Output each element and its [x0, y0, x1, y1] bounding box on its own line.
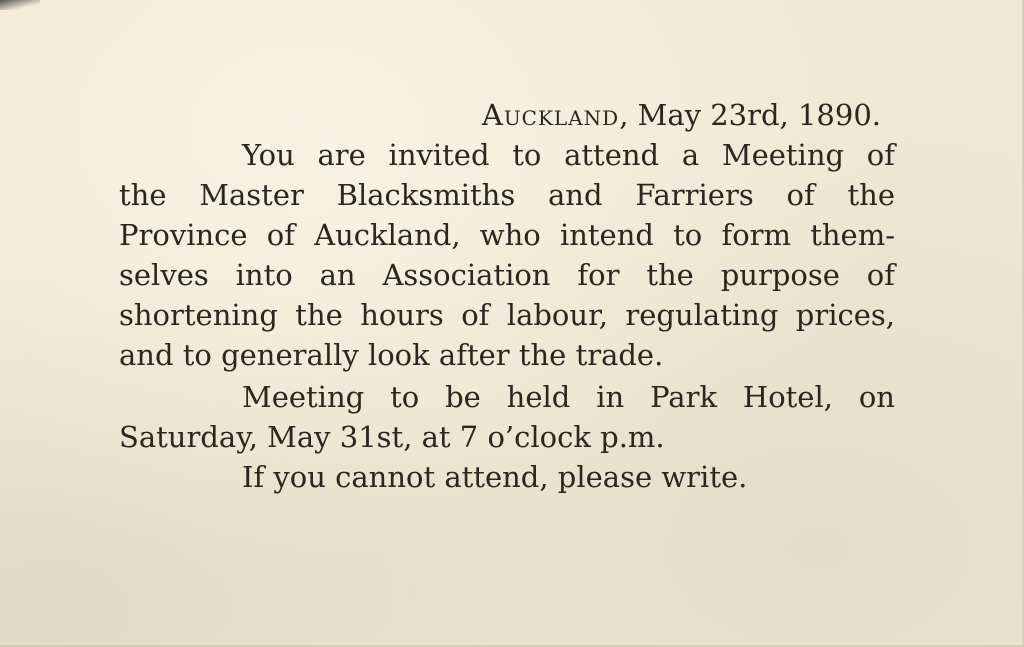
paragraph-line: You are invited to attend a Meeting of — [242, 138, 895, 172]
paragraph-line: selves into an Association for the purpose of — [119, 258, 895, 292]
dateline-date: , May 23rd, 1890. — [619, 98, 881, 132]
paragraph-rsvp — [119, 457, 895, 497]
invitation-text — [119, 95, 895, 497]
dateline — [119, 95, 895, 135]
dateline-place: Auckland — [481, 98, 620, 132]
paragraph-line: the Master Blacksmiths and Farriers of the — [119, 178, 895, 212]
paragraph-line: shortening the hours of labour, regulating prices, — [119, 298, 895, 332]
paragraph-line: If you cannot attend, please write. — [242, 460, 748, 494]
paragraph-line: Province of Auckland, who intend to form them- — [119, 218, 895, 252]
scan-corner-shadow — [0, 0, 40, 10]
paragraph-line: Saturday, May 31st, at 7 o’clock p.m. — [119, 420, 665, 454]
paragraph-invitation — [119, 135, 895, 375]
paragraph-line: Meeting to be held in Park Hotel, on — [242, 380, 895, 414]
paragraph-line: and to generally look after the trade. — [119, 338, 664, 372]
paragraph-meeting-details — [119, 377, 895, 457]
